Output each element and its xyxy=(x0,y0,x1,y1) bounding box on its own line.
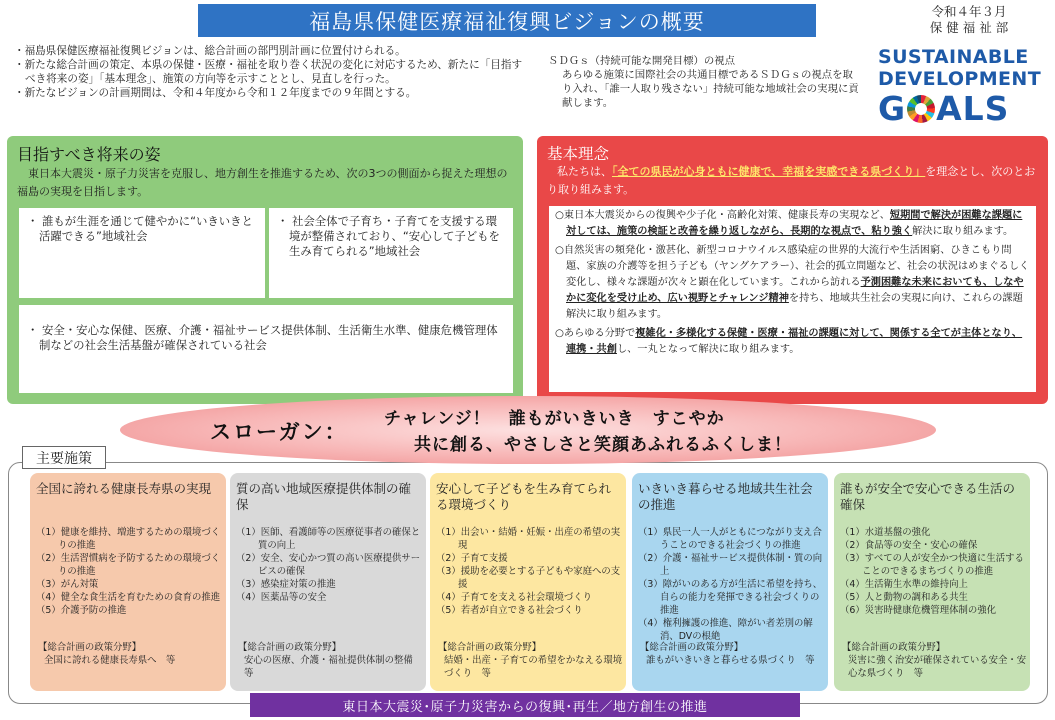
basic-point-1-text: ○東日本大震災からの復興や少子化・高齢化対策、健康長寿の実現など、 xyxy=(555,210,890,221)
vision-item-2: ・ 社会全体で子育ち・子育てを支援する環境が整備されており、“安心して子どもを生み育てられる”地域社会 xyxy=(269,208,513,298)
measure-item: （3）がん対策 xyxy=(36,579,99,590)
basic-point-1-emphasis: 短期間で解決が困難な課題に対しては、施策の検証と改善を繰り返しながら、長期的な視点で、粘り強く xyxy=(566,210,1023,237)
measure-item: （2）介護・福祉サービス提供体制・質の向上 xyxy=(638,553,823,577)
measure-column-title: 質の高い地域医療提供体制の確保 xyxy=(236,481,412,512)
basic-desc-highlight: 「全ての県民が心身ともに健康で、幸福を実感できる県づくり」 xyxy=(612,165,926,178)
date-text: 令和４年３月 xyxy=(931,4,1007,19)
measure-item: （5）若者が自立できる社会づくり xyxy=(436,605,583,616)
measure-column-title: いきいき暮らせる地域共生社会の推進 xyxy=(638,481,813,512)
footer-banner: 東日本大震災･原子力災害からの復興･再生／地方創生の推進 xyxy=(250,693,800,717)
measure-item: （4）健全な食生活を育むための食育の推進 xyxy=(36,592,221,603)
measure-column-items xyxy=(638,526,826,643)
basic-point-2 xyxy=(555,243,1030,323)
basic-point-1-tail: 解決に取り組みます。 xyxy=(912,226,1014,237)
slogan-line-2: 共に創る、やさしさと笑顔あふれるふくしま！ xyxy=(414,435,792,455)
measure-item: （1）医師、看護師等の医療従事者の確保と質の向上 xyxy=(236,527,421,551)
basic-point-3-tail: し、一丸となって解決に取り組みます。 xyxy=(616,344,800,355)
measure-column-title: 安心して子どもを生み育てられる環境づくり xyxy=(436,481,612,512)
measure-item: （4）生活衛生水準の維持向上 xyxy=(840,579,968,590)
vision-title: 目指すべき将来の姿 xyxy=(17,145,161,164)
measure-item: （2）子育て支援 xyxy=(436,553,508,564)
slogan-label: スローガン： xyxy=(210,420,348,444)
measure-column-items xyxy=(436,526,624,617)
measure-item: （1）健康を維持、増進するための環境づくりの推進 xyxy=(36,527,221,551)
measure-policy xyxy=(38,641,224,667)
slogan-line-1: チャレンジ！ 誰もがいきいき すこやか xyxy=(384,409,725,429)
sdgs-logo xyxy=(878,46,1042,130)
measure-column-title: 誰もが安全で安心できる生活の確保 xyxy=(840,481,1016,512)
measure-policy-value: 結婚・出産・子育ての希望をかなえる環境づくり 等 xyxy=(444,655,623,679)
sdgs-logo-line2: DEVELOPMENT xyxy=(878,68,1042,90)
measure-policy-value: 全国に誇れる健康長寿県へ 等 xyxy=(44,655,176,666)
basic-point-3-text: ○あらゆる分野で xyxy=(555,328,636,339)
measure-column-safety xyxy=(834,473,1030,691)
intro-line: ・福島県保健医療福祉復興ビジョンは、総合計画の部門別計画に位置付けられる。 xyxy=(14,45,406,57)
department-text: 保 健 福 祉 部 xyxy=(929,20,1009,35)
basic-desc-post: を理念とし、次のとおり取り組みます。 xyxy=(547,165,1036,196)
sdgs-logo-g: G xyxy=(878,89,907,128)
measure-item: （4）医薬品等の安全 xyxy=(236,592,327,603)
basic-point-2-emphasis: 予測困難な未来においても、しなやかに変化を受け止め、広い視野とチャレンジ精神 xyxy=(566,277,1024,304)
sdgs-logo-line1: SUSTAINABLE xyxy=(878,46,1029,68)
measure-item: （3）すべての人が安全かつ快適に生活することのできるまちづくりの推進 xyxy=(840,553,1024,577)
measure-item: （6）災害時健康危機管理体制の強化 xyxy=(840,605,996,616)
measure-item: （1）県民一人一人がともにつながり支え合うことのできる社会づくりの推進 xyxy=(638,527,822,551)
basic-point-2-tail: を持ち、地域共生社会の実現に向け、これらの課題解決に取り組みます。 xyxy=(566,293,1023,320)
basic-principle-description xyxy=(547,163,1041,199)
measure-column-health xyxy=(30,473,226,691)
basic-principle-points xyxy=(549,206,1036,392)
measure-policy xyxy=(842,641,1028,680)
vision-item-3: ・ 安全・安心な保健、医療、介護・福祉サービス提供体制、生活衛生水準、健康危機管理体制などの社会生活基盤が確保されている社会 xyxy=(19,305,513,393)
basic-principle-title: 基本理念 xyxy=(547,145,610,163)
measure-item: （3）援助を必要とする子どもや家庭への支援 xyxy=(436,566,621,590)
measure-policy xyxy=(438,641,624,680)
basic-point-3-emphasis: 複雑化・多様化する保健・医療・福祉の課題に対して、関係する全てが主体となり、連携・共創 xyxy=(566,328,1023,355)
vision-panel xyxy=(7,136,523,404)
measure-column-medical xyxy=(230,473,426,691)
measure-item: （5）人と動物の調和ある共生 xyxy=(840,592,968,603)
sdgs-heading: ＳＤＧｓ（持続可能な開発目標）の視点 xyxy=(548,55,736,67)
measures-label: 主要施策 xyxy=(22,446,106,469)
measure-policy-value: 災害に強く治安が確保されている安全・安心な県づくり 等 xyxy=(848,655,1027,679)
sdgs-body: あらゆる施策に国際社会の共通目標であるＳＤＧｓの視点を取り入れ、「誰一人取り残さない」持続可能な地域社会の実現に貢献します。 xyxy=(562,69,859,109)
measure-item: （2）食品等の安全・安心の確保 xyxy=(840,540,978,551)
measure-column-childcare xyxy=(430,473,626,691)
intro-line: ・新たなビジョンの計画期間は、令和４年度から令和１２年度までの９年間とする。 xyxy=(14,87,417,99)
sdgs-section xyxy=(548,54,860,110)
basic-point-3 xyxy=(555,326,1030,358)
intro-notes xyxy=(14,44,524,100)
intro-line: ・新たな総合計画の策定、本県の保健・医療・福祉を取り巻く状況の変化に対応するため、新たに「目指すべき将来の姿」「基本理念」、施策の方向等を示すこととし、見直しを行った。 xyxy=(14,59,523,85)
measure-item: （3）感染症対策の推進 xyxy=(236,579,336,590)
measure-item: （2）安全、安心かつ質の高い医療提供サービスの確保 xyxy=(236,553,421,577)
measure-column-items xyxy=(36,526,224,617)
sdgs-logo-als: ALS xyxy=(936,89,1010,128)
measure-column-items xyxy=(840,526,1028,617)
measure-policy-heading: 【総合計画の政策分野】 xyxy=(842,642,946,653)
measure-policy xyxy=(238,641,424,680)
page-title: 福島県保健医療福祉復興ビジョンの概要 xyxy=(198,4,816,37)
measure-column-community xyxy=(632,473,828,691)
vision-item-1: ・ 誰もが生涯を通じて健やかに“いきいきと活躍できる”地域社会 xyxy=(19,208,265,298)
measure-item: （1）出会い・結婚・妊娠・出産の希望の実現 xyxy=(436,527,621,551)
measure-item: （3）障がいのある方が生活に希望を持ち、自らの能力を発揮できる社会づくりの推進 xyxy=(638,579,823,616)
measure-policy-heading: 【総合計画の政策分野】 xyxy=(38,642,142,653)
measure-item: （1）水道基盤の強化 xyxy=(840,527,931,538)
measure-item: （4）権利擁護の推進、障がい者差別の解消、DVの根絶 xyxy=(638,618,813,642)
measure-item: （4）子育てを支える社会環境づくり xyxy=(436,592,592,603)
measure-policy xyxy=(640,641,826,667)
measure-column-items xyxy=(236,526,424,604)
measure-policy-heading: 【総合計画の政策分野】 xyxy=(238,642,342,653)
sdgs-wheel-icon xyxy=(907,95,935,123)
date-block xyxy=(904,4,1034,36)
basic-point-1 xyxy=(555,208,1030,240)
basic-principle-panel xyxy=(537,136,1048,404)
vision-description: 東日本大震災・原子力災害を克服し、地方創生を推進するため、次の3つの側面から捉えた理想の福島の実現を目指します。 xyxy=(17,167,508,198)
measure-item: （5）介護予防の推進 xyxy=(36,605,127,616)
measure-policy-value: 安心の医療、介護・福祉提供体制の整備 等 xyxy=(244,655,423,679)
measure-policy-heading: 【総合計画の政策分野】 xyxy=(438,642,542,653)
basic-desc-pre: 私たちは、 xyxy=(557,165,612,178)
sdgs-logo-goals xyxy=(878,90,1033,128)
measure-policy-heading: 【総合計画の政策分野】 xyxy=(640,642,744,653)
measure-policy-value: 誰もがいきいきと暮らせる県づくり 等 xyxy=(646,655,815,666)
basic-point-2-text: ○自然災害の頻発化・激甚化、新型コロナウイルス感染症の世界的大流行や生活困窮、ひきこもり問題、家族の介護等を担う子ども（ヤングケアラー）、社会的孤立問題など、社会の状況はめまぐるしく変化し、様々な課題が次々と顕在化しています。これから訪れる xyxy=(555,245,1030,288)
measure-column-title: 全国に誇れる健康長寿県の実現 xyxy=(36,481,212,496)
measure-item: （2）生活習慣病を予防するための環境づくりの推進 xyxy=(36,553,221,577)
